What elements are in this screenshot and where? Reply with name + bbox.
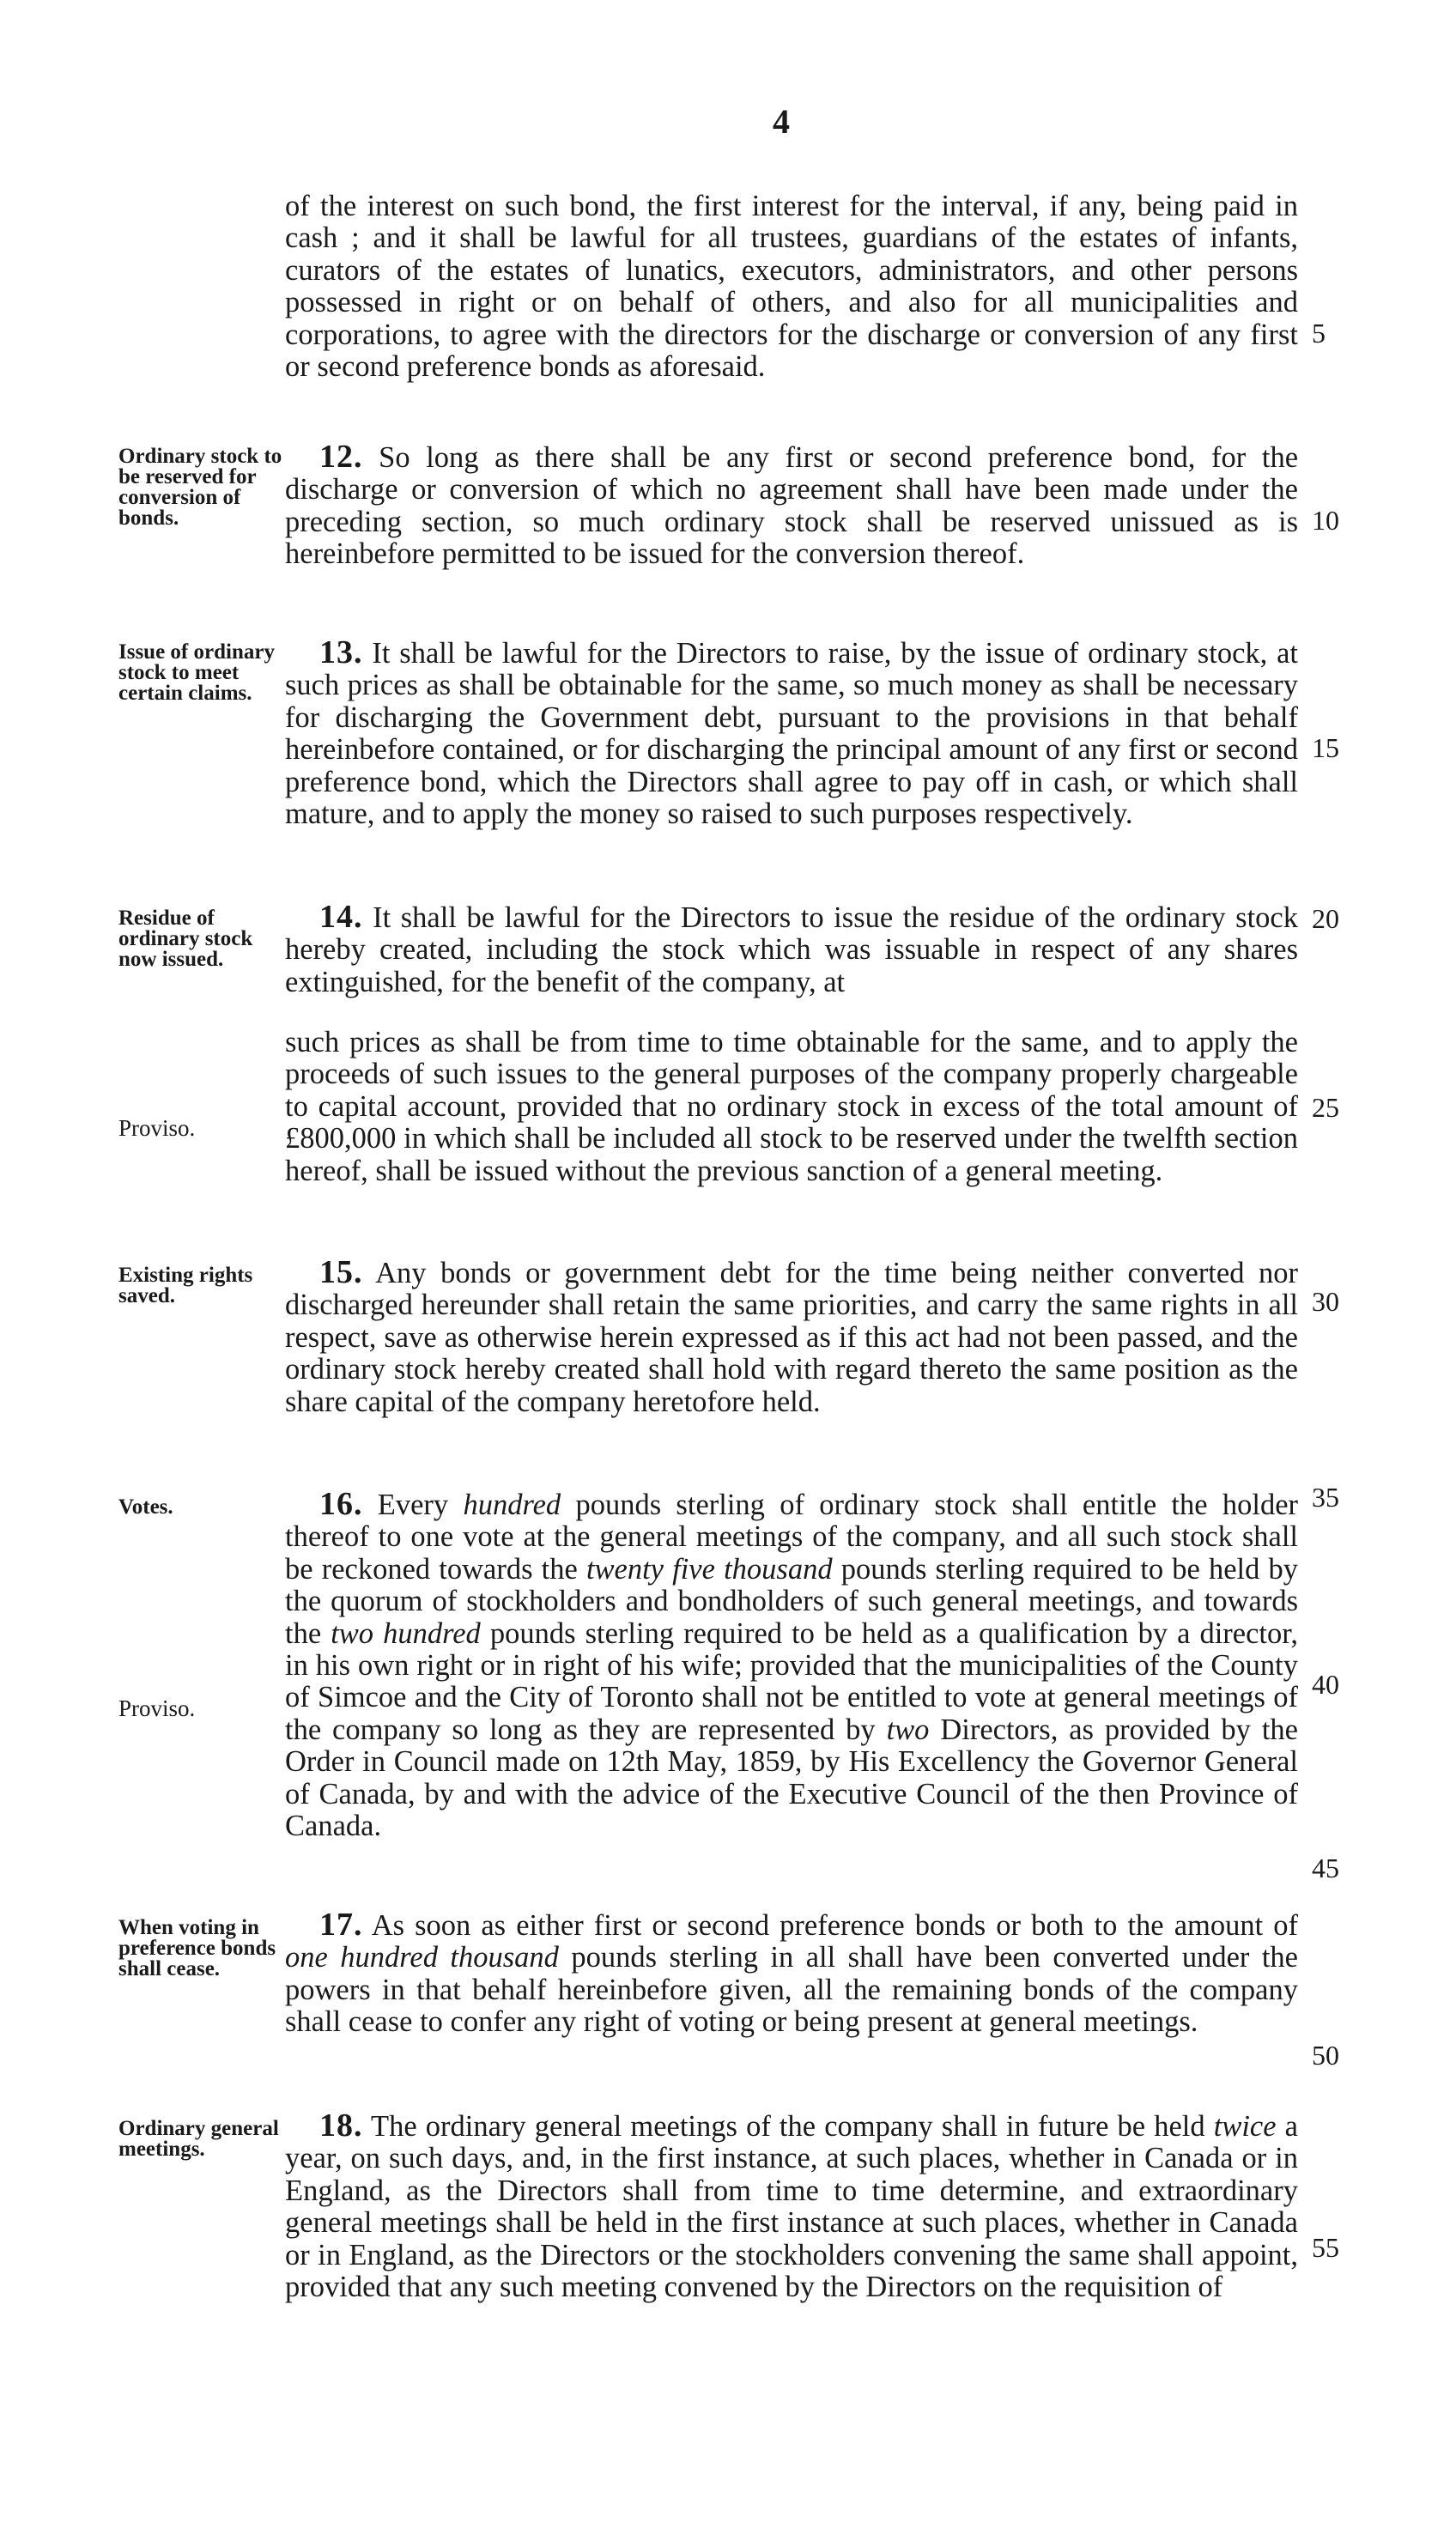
section-text-italic: twenty five thousand <box>585 1552 833 1586</box>
section-12 <box>285 441 1298 571</box>
section-text-part: Every <box>377 1489 464 1521</box>
section-text-part: a year, on such days, and, in the first instance, at such places, whether in Canada or in England, as the Directors shall from time to time determine, and extraordinary general meetings shall be held in the first instance at such places, whether in Canada or in England, as the Directors or the stockholders convening the same shall appoint, provided that any such meeting convened by the Directors on the requisition of <box>285 2110 1298 2304</box>
line-number: 15 <box>1312 732 1339 763</box>
section-15 <box>285 1254 1298 1418</box>
sidenote-proviso-16: Proviso. <box>118 1695 196 1721</box>
section-text-italic: twice <box>1213 2110 1277 2143</box>
sidenote-section-12: Ordinary stock to be reserved for conversion of bonds. <box>118 445 282 530</box>
line-number: 55 <box>1312 2232 1339 2263</box>
section-14-continuation: such prices as shall be from time to time obtainable for the same, and to apply the proceeds of such issues to the general purposes of the company properly chargeable to capital account, provided that no ordinary stock in excess of the total amount of £800,000 in which shall be included all stock to be reserved under the twelfth section hereof, shall be issued without the previous sanction of a general meeting. <box>285 1026 1298 1187</box>
section-text-italic: two <box>886 1713 930 1746</box>
section-text: It shall be lawful for the Directors to raise, by the issue of ordinary stock, at such prices as shall be obtainable for the same, so much money as shall be necessary for discharging the Government debt, pursuant to the provisions in that behalf hereinbefore contained, or for discharging the principal amount of any first or second preference bond, which the Directors shall agree to pay off in cash, or which shall mature, and to apply the money so raised to such purposes respectively. <box>285 637 1298 831</box>
section-number: 16. <box>319 1486 363 1522</box>
sidenote-section-13: Issue of ordinary stock to meet certain claims. <box>118 640 275 705</box>
sidenote-section-16: Votes. <box>118 1495 173 1519</box>
page-number: 4 <box>773 102 790 141</box>
section-number: 12. <box>319 439 363 475</box>
section-text-part: pounds sterling required to be held by the quorum of stockholders and bondholders of such general meetings, and towards the <box>285 1552 1298 1650</box>
opening-paragraph: of the interest on such bond, the first interest for the interval, if any, being paid in cash ; and it shall be lawful for all trustees, guardians of the estates of infants, curators of the estates of lunatics, executors, administrators, and other persons possessed in right or on behalf of others, and also for all municipalities and corporations, to agree with the directors for the discharge or conversion of any first or second preference bonds as aforesaid. <box>285 190 1298 384</box>
section-text-italic: two hundred <box>331 1616 481 1650</box>
line-number: 20 <box>1312 903 1339 934</box>
section-17 <box>285 1909 1298 2039</box>
sidenote-section-15: Existing rights saved. <box>118 1264 253 1307</box>
section-text: So long as there shall be any first or second preference bond, for the discharge or conversion of which no agreement shall have been made under the preceding section, so much ordinary stock shall be reserved unissued as is hereinbefore permitted to be issued for the conversion thereof. <box>285 441 1299 571</box>
section-number: 13. <box>319 634 363 670</box>
line-number: 40 <box>1312 1669 1339 1700</box>
section-text-part: pounds sterling in all shall have been converted under the powers in that behalf hereinbefore given, all the remaining bonds of the company shall cease to confer any right of voting or being present at general meetings. <box>285 1941 1298 2039</box>
section-13 <box>285 634 1298 831</box>
section-text-part: pounds sterling required to be held as a qualification by a director, in his own right or in right of his wife; provided that the municipalities of the County of Simcoe and the City of Toronto shall not be entitled to vote at general meetings of the company so long as they are represented by <box>285 1616 1298 1746</box>
sidenote-proviso-14: Proviso. <box>118 1115 196 1141</box>
sidenote-section-18: Ordinary general meetings. <box>118 2117 279 2161</box>
sidenote-section-17: When voting in preference bonds shall cease. <box>118 1916 276 1980</box>
section-text-italic: one hundred thousand <box>285 1941 559 1974</box>
line-number: 35 <box>1312 1482 1339 1513</box>
section-number: 18. <box>319 2108 363 2144</box>
section-text-part: The ordinary general meetings of the company shall in future be held <box>371 2110 1214 2143</box>
line-number: 45 <box>1312 1853 1339 1883</box>
line-number: 5 <box>1312 318 1326 349</box>
line-number: 25 <box>1312 1092 1339 1123</box>
sidenote-section-14: Residue of ordinary stock now issued. <box>118 907 253 971</box>
section-number: 17. <box>319 1907 363 1943</box>
section-text-part: As soon as either first or second preference bonds or both to the amount of <box>371 1909 1298 1942</box>
section-text: Any bonds or government debt for the time being neither converted nor discharged hereunder shall retain the same priorities, and carry the same rights in all respect, save as otherwise herein expressed as if this act had not been passed, and the ordinary stock hereby created shall hold with regard thereto the same position as the share capital of the company heretofore held. <box>285 1257 1298 1418</box>
section-16 <box>285 1486 1299 1843</box>
section-18 <box>285 2110 1298 2303</box>
line-number: 10 <box>1312 505 1339 536</box>
section-text-part: Directors, as provided by the Order in Council made on 12th May, 1859, by His Excellency the Governor General of Canada, by and with the advice of the Executive Council of the then Province of Canada. <box>285 1713 1298 1843</box>
line-number: 50 <box>1312 2040 1339 2071</box>
section-text: It shall be lawful for the Directors to issue the residue of the ordinary stock hereby created, including the stock which was issuable in respect of any shares extinguished, for the benefit of the company, at <box>285 901 1298 998</box>
section-14 <box>285 901 1298 998</box>
section-text-italic: hundred <box>463 1489 561 1521</box>
section-number: 14. <box>319 899 363 935</box>
section-number: 15. <box>319 1254 363 1290</box>
section-text-part: pounds sterling of ordinary stock shall entitle the holder thereof to one vote at the general meetings of the company, and all such stock shall be reckoned towards the <box>285 1489 1299 1586</box>
line-number: 30 <box>1312 1286 1339 1317</box>
